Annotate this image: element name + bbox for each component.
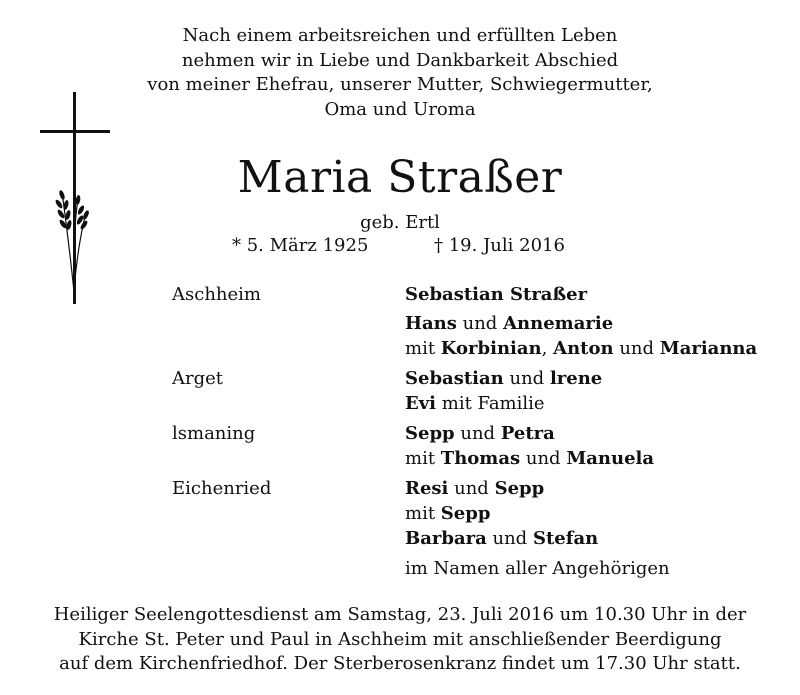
location-aschheim: Aschheim bbox=[172, 284, 261, 305]
connector: mit bbox=[405, 338, 436, 359]
mourner-line bbox=[405, 526, 598, 551]
mourner-line bbox=[405, 311, 613, 336]
connector: und bbox=[619, 338, 655, 359]
mourner-name: Sepp bbox=[405, 423, 455, 444]
intro-line: von meiner Ehefrau, unserer Mutter, Schwiegermutter, bbox=[147, 74, 653, 95]
closing-line: im Namen aller Angehörigen bbox=[405, 558, 670, 579]
location-ismaning: lsmaning bbox=[172, 423, 256, 444]
mourner-line bbox=[405, 336, 757, 361]
mourner-name: Sepp bbox=[494, 478, 545, 499]
connector: und bbox=[525, 448, 561, 469]
mourner-line bbox=[405, 501, 490, 526]
footer-line: Heiliger Seelengottesdienst am Samstag, 23. Juli 2016 um 10.30 Uhr in der bbox=[53, 604, 747, 625]
mourner-name: Sepp bbox=[440, 503, 491, 524]
location-arget: Arget bbox=[172, 368, 224, 389]
mourner-name: Hans bbox=[405, 313, 457, 334]
connector: mit bbox=[405, 503, 436, 524]
mourner-line bbox=[405, 476, 544, 501]
mourner-name: Resi bbox=[405, 478, 449, 499]
mourner-name: Thomas bbox=[440, 448, 521, 469]
mourner-name: Anton bbox=[553, 338, 614, 359]
connector: und bbox=[492, 528, 528, 549]
birth-name: geb. Ertl bbox=[360, 212, 440, 233]
footer-line: Kirche St. Peter und Paul in Aschheim mit anschließender Beerdigung bbox=[78, 628, 722, 650]
connector: und bbox=[509, 368, 545, 389]
connector: und bbox=[454, 478, 489, 499]
mourner-line bbox=[405, 282, 587, 307]
connector: und bbox=[460, 423, 496, 444]
mourner-name: Korbinian bbox=[440, 338, 542, 359]
intro-line: Oma und Uroma bbox=[324, 98, 476, 120]
mourner-name: Manuela bbox=[566, 448, 655, 469]
location-eichenried: Eichenried bbox=[172, 478, 272, 499]
mourner-name: Petra bbox=[500, 423, 555, 444]
mourner-line bbox=[405, 421, 555, 446]
connector: und bbox=[462, 313, 498, 334]
mourner-name: Sebastian bbox=[405, 368, 504, 389]
mourner-name: Sebastian Straßer bbox=[405, 284, 588, 305]
mourner-line bbox=[405, 446, 654, 471]
mourner-name: Evi bbox=[405, 393, 437, 414]
mourner-name: lrene bbox=[549, 368, 603, 389]
mourner-name: Stefan bbox=[532, 528, 599, 549]
mourner-name: Barbara bbox=[405, 528, 487, 549]
mourner-line bbox=[405, 391, 545, 416]
separator: , bbox=[541, 338, 548, 359]
connector: mit bbox=[405, 448, 436, 469]
mourner-line bbox=[405, 366, 602, 391]
death-date: † 19. Juli 2016 bbox=[434, 235, 565, 256]
mourner-name: Marianna bbox=[659, 338, 758, 359]
service-announcement bbox=[0, 603, 800, 677]
birth-date: * 5. März 1925 bbox=[232, 235, 369, 256]
footer-line: auf dem Kirchenfriedhof. Der Sterberosenkranz findet um 17.30 Uhr statt. bbox=[59, 653, 741, 674]
mourner-name: Annemarie bbox=[503, 313, 614, 334]
intro-line: Nach einem arbeitsreichen und erfüllten Leben bbox=[182, 25, 618, 46]
deceased-name: Maria Straßer bbox=[237, 152, 563, 203]
intro-text bbox=[0, 24, 800, 122]
connector: mit Familie bbox=[441, 393, 545, 414]
intro-line: nehmen wir in Liebe und Dankbarkeit Abschied bbox=[181, 49, 619, 71]
